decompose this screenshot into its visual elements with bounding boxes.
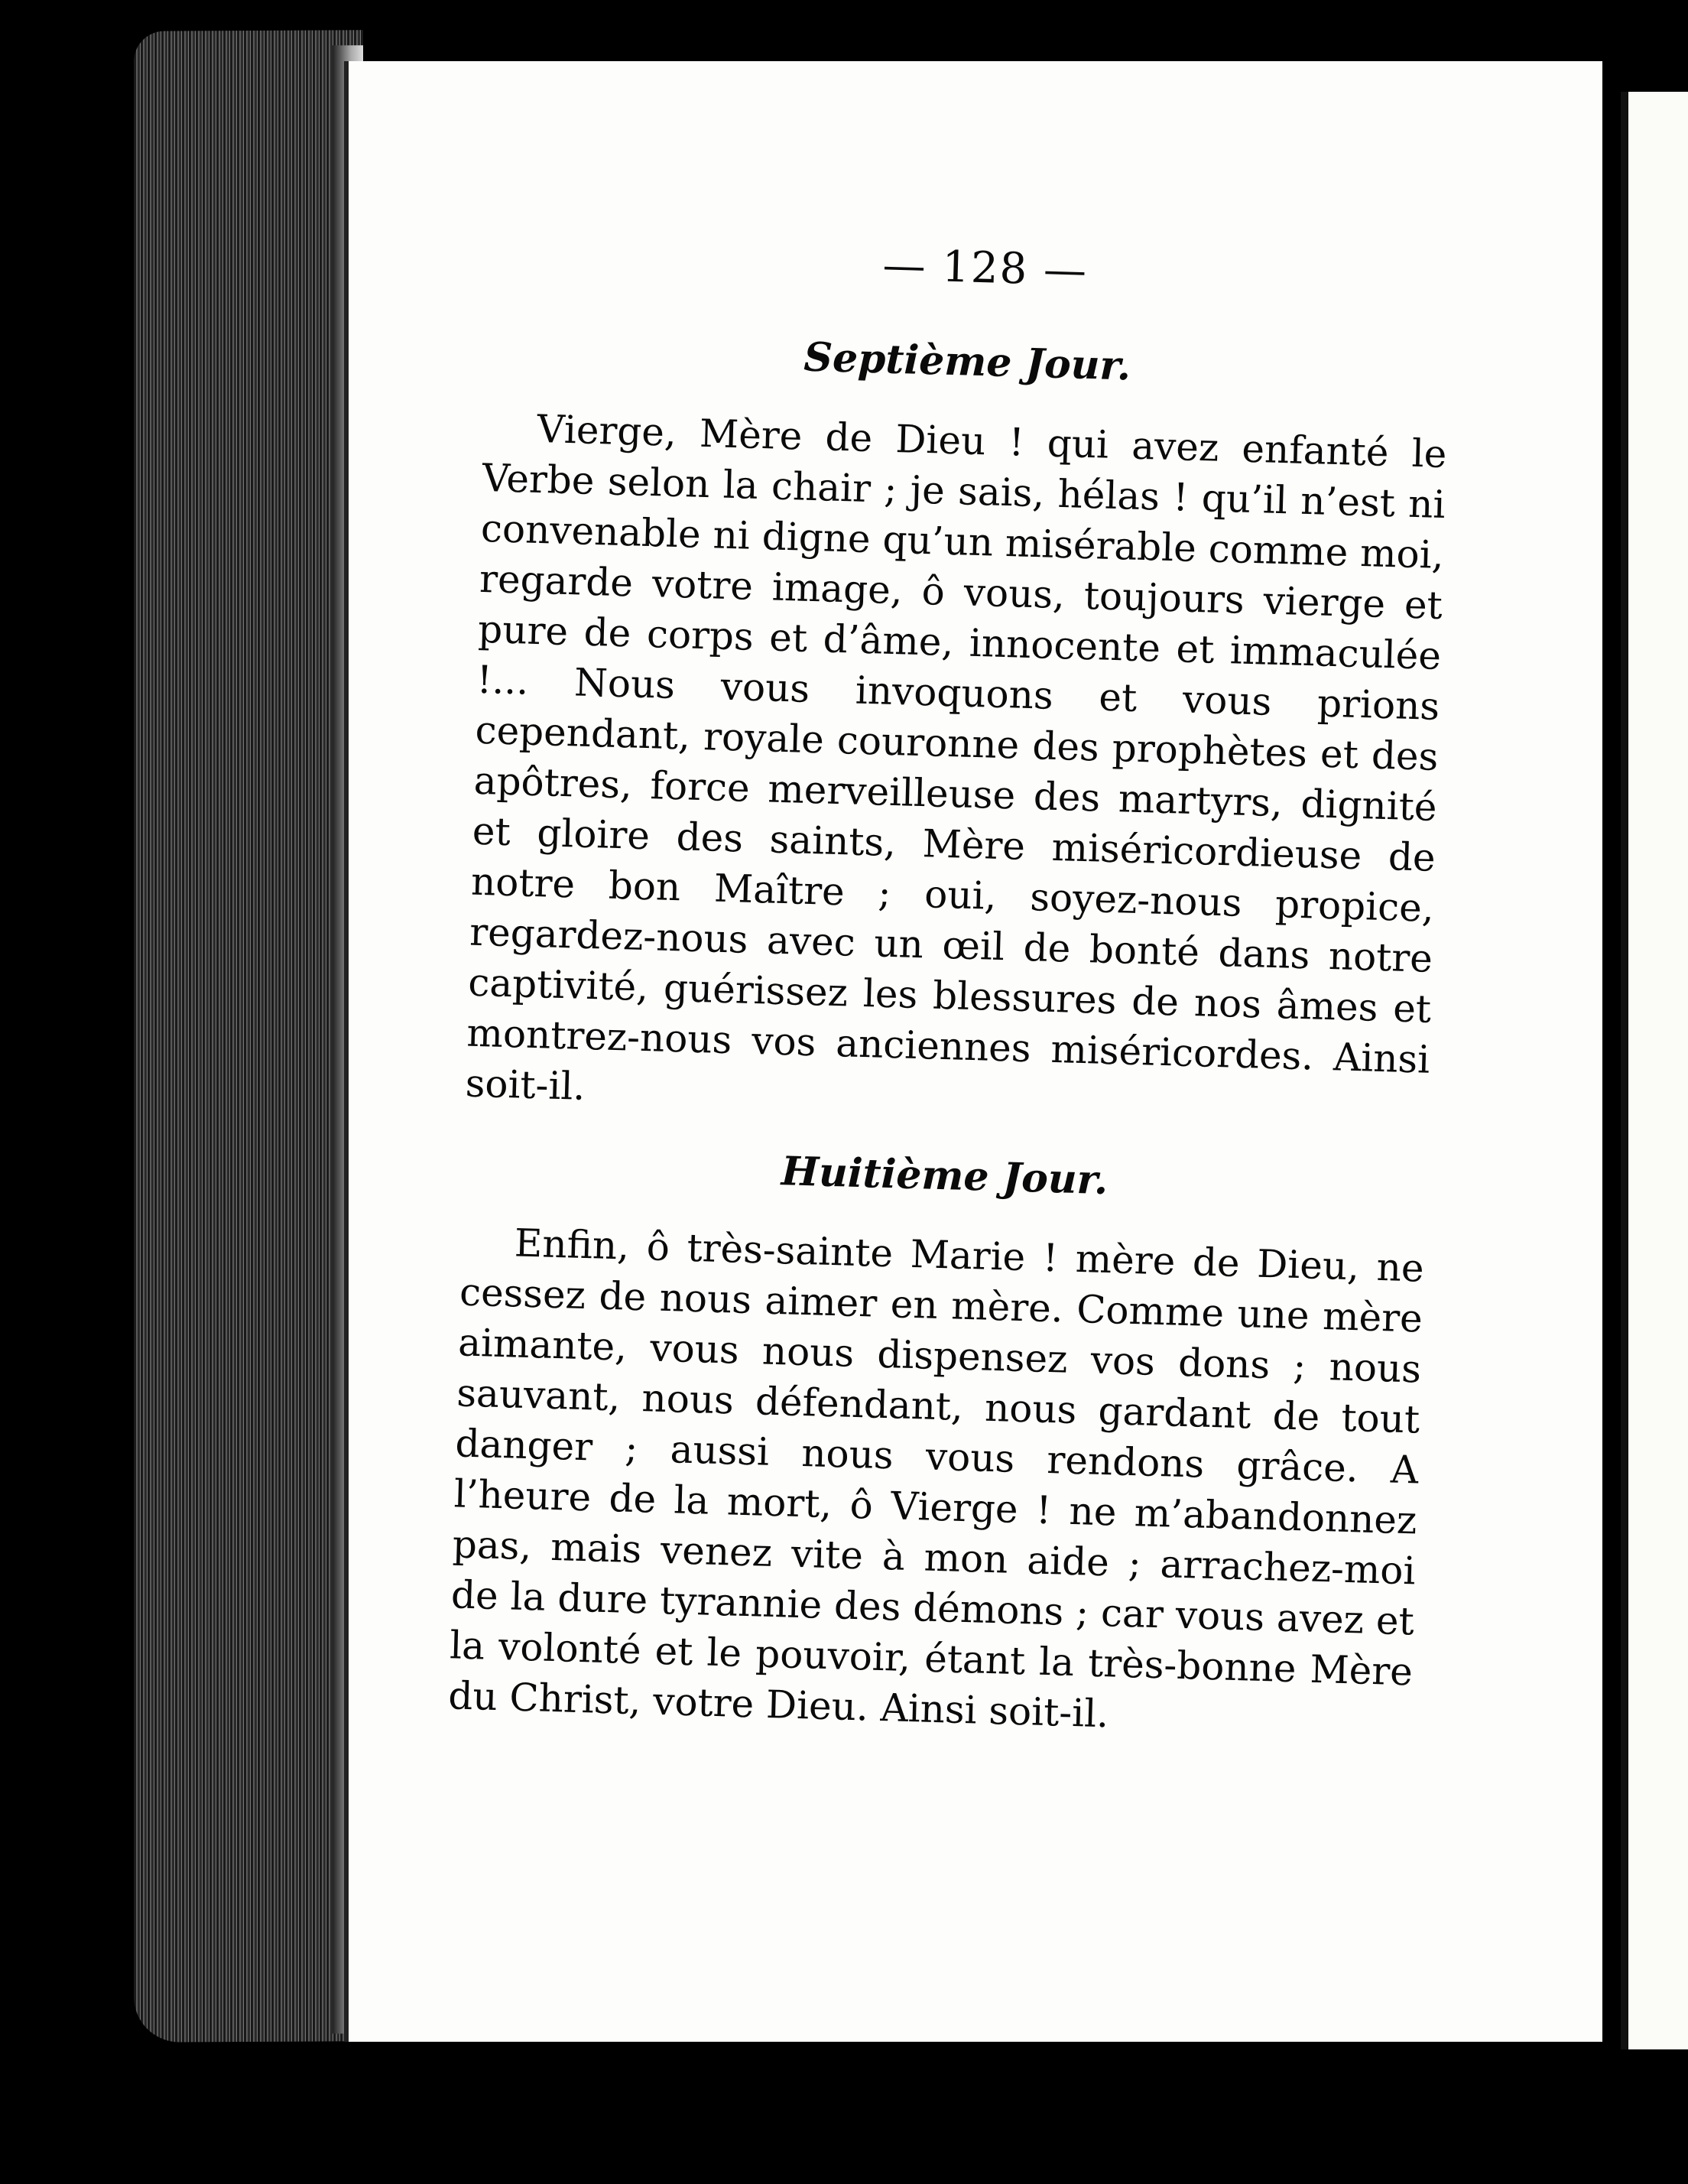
book-page-edges — [134, 30, 363, 2043]
page-number: — 128 — — [881, 240, 1089, 296]
adjacent-page-edge — [1621, 92, 1688, 2049]
paragraph-septieme-jour: Vierge, Mère de Dieu ! qui avez enfanté le Verbe selon la chair ; je sais, hélas ! qu’il n’est ni convenable ni digne qu’un misérable comme moi, regarde votre image, ô vous, toujours vierge et pure de corps et d’âme, innocente et immaculée !... Nous vous invoquons et vous prions cependant, royale couronne des prophètes et des apôtres, force merveilleuse des martyrs, dignité et gloire des saints, Mère miséricordieuse de notre bon Maître ; oui, soyez-nous propice, regardez-nous avec un œil de bonté dans notre captivité, guérissez les blessures de nos âmes et montrez-nous vos anciennes miséricordes. Ainsi soit-il. — [465, 406, 1448, 1109]
section-title-huitieme-jour: Huitième Jour. — [781, 1148, 1109, 1204]
page-text-block — [446, 229, 1452, 1778]
section-title-septieme-jour: Septième Jour. — [803, 333, 1132, 390]
paragraph-huitieme-jour: Enfin, ô très-sainte Marie ! mère de Dieu, ne cessez de nous aimer en mère. Comme une mère aimante, vous nous dispensez vos dons ; nous sauvant, nous défendant, nous gardant de tout danger ; aussi nous vous rendons grâce. A l’heure de la mort, ô Vierge ! ne m’abandonnez pas, mais venez vite à mon aide ; arrachez-moi de la dure tyrannie des démons ; car vous avez et la volonté et le pouvoir, étant la très-bonne Mère du Christ, votre Dieu. Ainsi soit-il. — [447, 1220, 1425, 1737]
